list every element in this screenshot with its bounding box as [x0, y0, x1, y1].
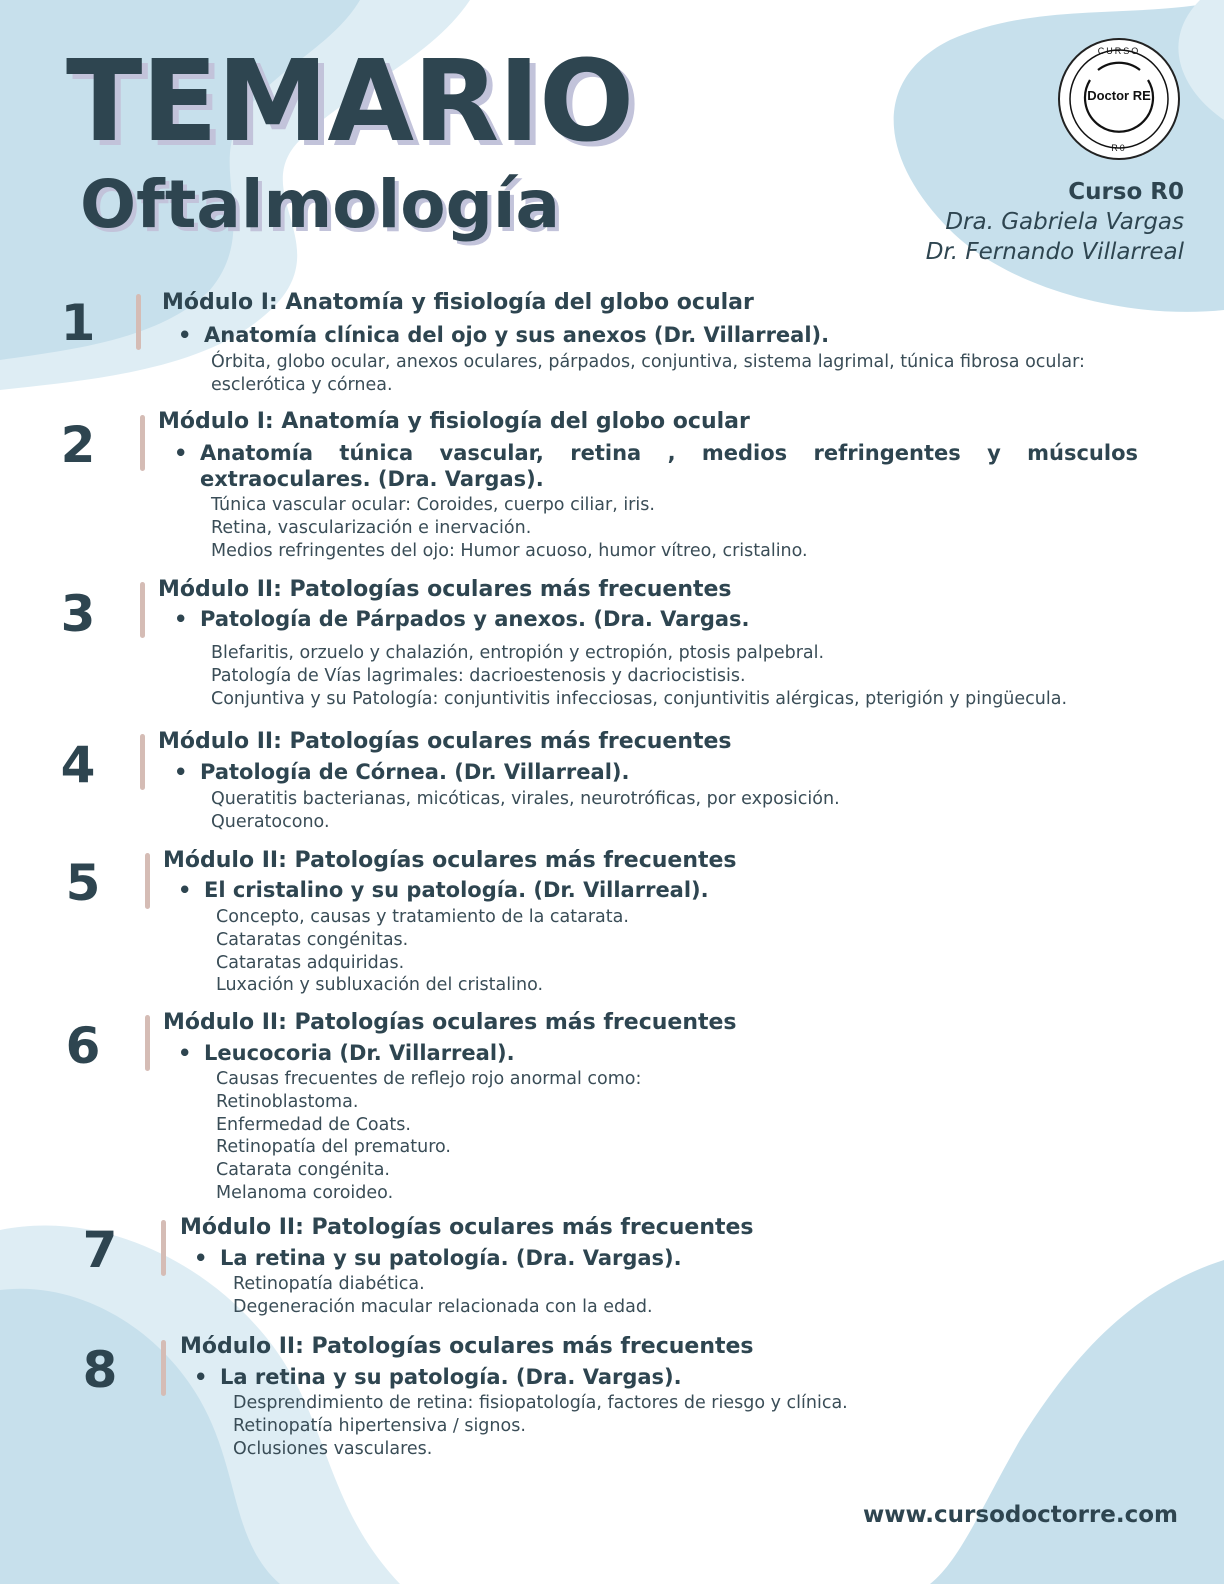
- detail-line: Queratocono.: [211, 811, 330, 832]
- detail-line: Órbita, globo ocular, anexos oculares, párpados, conjuntiva, sistema lagrimal, túnica fibrosa ocular:: [211, 352, 1085, 372]
- topic-text: Anatomía túnica vascular, retina , medios refringentes y músculos extraoculares. (Dra. Vargas).: [200, 441, 1138, 492]
- detail-line: Luxación y subluxación del cristalino.: [216, 975, 544, 996]
- item-divider: [140, 415, 145, 471]
- page-subtitle: Oftalmología: [80, 166, 561, 243]
- topic-details: [233, 1273, 653, 1319]
- topic-title: [174, 759, 1160, 785]
- page-title: TEMARIO: [66, 37, 634, 167]
- detail-line: Melanoma coroideo.: [216, 1182, 394, 1203]
- item-number: 8: [82, 1341, 118, 1399]
- item-number: 3: [60, 585, 96, 643]
- topic-text: Patología de Córnea. (Dr. Villarreal).: [200, 760, 630, 784]
- module-title: Módulo II: Patologías oculares más frecuentes: [180, 1215, 754, 1240]
- bullet-icon: •: [178, 878, 192, 902]
- doctor-name: Dr. Fernando Villarreal: [925, 238, 1184, 265]
- item-number: 5: [65, 854, 101, 912]
- bullet-icon: •: [174, 607, 188, 631]
- topic-details: [211, 494, 808, 562]
- module-title: Módulo I: Anatomía y fisiología del globo ocular: [158, 409, 750, 434]
- module-title: Módulo II: Patologías oculares más frecuentes: [163, 1010, 737, 1035]
- bullet-icon: •: [174, 760, 188, 784]
- item-divider: [161, 1340, 166, 1396]
- detail-line: Conjuntiva y su Patología: conjuntivitis infecciosas, conjuntivitis alérgicas, pterigión y pingüecula.: [211, 688, 1068, 709]
- logo-bottom-text: R0: [1111, 143, 1127, 153]
- topic-title: [178, 1040, 1164, 1066]
- item-number: 7: [82, 1221, 118, 1279]
- bullet-icon: •: [178, 1041, 192, 1065]
- detail-line: Medios refringentes del ojo: Humor acuoso, humor vítreo, cristalino.: [211, 540, 808, 561]
- doctor-name: Dra. Gabriela Vargas: [945, 208, 1184, 235]
- detail-line: Retina, vascularización e inervación.: [211, 517, 532, 538]
- topic-title: [174, 606, 1160, 632]
- detail-line: Concepto, causas y tratamiento de la catarata.: [216, 907, 629, 927]
- item-divider: [145, 853, 150, 909]
- detail-line: Túnica vascular ocular: Coroides, cuerpo ciliar, iris.: [211, 495, 655, 515]
- topic-details: [211, 351, 1085, 397]
- item-number: 4: [60, 736, 96, 794]
- module-title: Módulo II: Patologías oculares más frecuentes: [163, 848, 737, 873]
- topic-title: [178, 877, 1164, 903]
- module-title: Módulo II: Patologías oculares más frecuentes: [158, 577, 732, 602]
- bullet-icon: •: [194, 1365, 208, 1389]
- course-name: Curso R0: [1068, 179, 1184, 205]
- detail-line: Retinopatía diabética.: [233, 1274, 425, 1294]
- course-info: [926, 178, 1184, 268]
- detail-line: Enfermedad de Coats.: [216, 1114, 411, 1135]
- item-divider: [140, 734, 145, 790]
- item-number: 6: [65, 1017, 101, 1075]
- topic-details: [233, 1392, 848, 1460]
- item-divider: [145, 1015, 150, 1071]
- topic-title: [178, 322, 1164, 348]
- detail-line: Patología de Vías lagrimales: dacrioestenosis y dacriocistisis.: [211, 665, 746, 686]
- item-number: 2: [60, 416, 96, 474]
- detail-line: Degeneración macular relacionada con la edad.: [233, 1296, 653, 1317]
- detail-line: Retinoblastoma.: [216, 1091, 359, 1112]
- topic-text: Anatomía clínica del ojo y sus anexos (Dr. Villarreal).: [204, 323, 830, 347]
- doctor-re-logo: [1058, 38, 1180, 160]
- detail-line: Retinopatía del prematuro.: [216, 1137, 451, 1158]
- module-title: Módulo II: Patologías oculares más frecuentes: [158, 729, 732, 754]
- module-title: Módulo I: Anatomía y fisiología del globo ocular: [162, 290, 754, 315]
- topic-text: El cristalino y su patología. (Dr. Villarreal).: [204, 878, 709, 902]
- detail-line: Cataratas congénitas.: [216, 929, 409, 950]
- detail-line: Catarata congénita.: [216, 1160, 390, 1180]
- item-divider: [140, 582, 145, 638]
- item-divider: [136, 294, 141, 350]
- item-divider: [161, 1220, 166, 1276]
- bullet-icon: •: [174, 441, 188, 465]
- bullet-icon: •: [194, 1246, 208, 1270]
- topic-title: [194, 1364, 1160, 1390]
- detail-line: Blefaritis, orzuelo y chalazión, entropión y ectropión, ptosis palpebral.: [211, 643, 825, 663]
- topic-details: [211, 642, 1067, 710]
- website-link[interactable]: www.cursodoctorre.com: [863, 1502, 1178, 1528]
- detail-line: Queratitis bacterianas, micóticas, virales, neurotróficas, por exposición.: [211, 789, 840, 809]
- topic-title: [194, 1245, 1160, 1271]
- topic-text: La retina y su patología. (Dra. Vargas).: [220, 1365, 682, 1389]
- topic-title: [174, 440, 1138, 493]
- detail-line: Oclusiones vasculares.: [233, 1438, 433, 1459]
- item-number: 1: [60, 294, 96, 352]
- detail-line: Desprendimiento de retina: fisiopatología, factores de riesgo y clínica.: [233, 1393, 848, 1413]
- topic-text: Patología de Párpados y anexos. (Dra. Vargas.: [200, 607, 750, 631]
- detail-line: Causas frecuentes de reflejo rojo anormal como:: [216, 1069, 642, 1089]
- detail-line: Retinopatía hipertensiva / signos.: [233, 1415, 526, 1436]
- bullet-icon: •: [178, 323, 192, 347]
- module-title: Módulo II: Patologías oculares más frecuentes: [180, 1334, 754, 1359]
- topic-text: La retina y su patología. (Dra. Vargas).: [220, 1246, 682, 1270]
- topic-details: [216, 906, 629, 997]
- detail-line: esclerótica y córnea.: [211, 374, 393, 395]
- topic-text: Leucocoria (Dr. Villarreal).: [204, 1041, 515, 1065]
- logo-top-text: CURSO: [1097, 46, 1141, 56]
- topic-details: [211, 788, 840, 834]
- logo-center-text: Doctor RE: [1087, 88, 1151, 103]
- detail-line: Cataratas adquiridas.: [216, 952, 405, 973]
- topic-details: [216, 1068, 641, 1205]
